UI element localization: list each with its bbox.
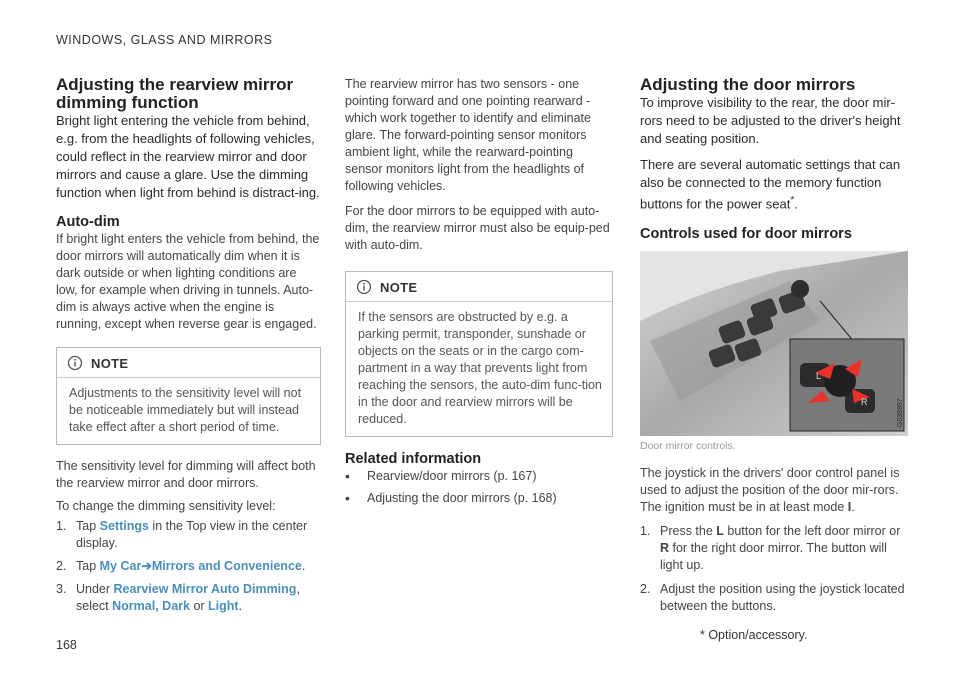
step-text: Under Rearview Mirror Auto Dimming, select Normal, Dark or Light. — [76, 582, 300, 613]
joystick-text: The joystick in the drivers' door control panel is used to adjust the position of the door mir-rors. The ignition must be in at least mode I. — [640, 466, 900, 515]
note-box — [56, 347, 321, 445]
list-item — [640, 581, 908, 615]
note-header — [57, 355, 320, 378]
related-heading: Related information — [345, 451, 482, 467]
ui-option-dark: Dark — [162, 599, 190, 613]
list-item — [640, 523, 908, 574]
door-mirrors-intro: To improve visibility to the rear, the door mir-rors need to be adjusted to the driver's height and seating position. — [640, 95, 901, 146]
step-text: Adjust the position using the joystick located between the buttons. — [660, 582, 905, 614]
note-text: Adjustments to the sensitivity level will not be noticeable immediately but will instead take effect after a short period of time. — [69, 386, 302, 434]
ui-label-my-car: My Car — [99, 559, 142, 573]
step-number: 1. — [56, 519, 67, 533]
column-2 — [345, 76, 613, 507]
info-icon — [356, 279, 372, 295]
title-line-1: Adjusting the rearview mirror — [56, 75, 294, 94]
figure-caption: Door mirror controls. — [640, 440, 736, 453]
step-text: Tap Settings in the Top view in the center display. — [76, 519, 308, 550]
r-button-label: R — [861, 397, 868, 408]
ui-label-settings: Settings — [99, 519, 149, 533]
note-text: If the sensors are obstructed by e.g. a parking permit, transponder, sunshade or objects on the seats or in the cargo com-partment in a way that prevents light from reaching the sensors, the auto-dim func-tion in the door and rearview mirrors will be reduced. — [358, 310, 602, 426]
step-number: 1. — [640, 524, 651, 539]
note-header — [346, 279, 612, 302]
ui-label-rearview-dim: Rearview Mirror Auto Dimming — [113, 582, 297, 596]
joystick-inset — [790, 339, 904, 431]
step-number: 2. — [56, 559, 67, 573]
ui-option-light: Light — [208, 599, 239, 613]
note-title: NOTE — [380, 279, 418, 295]
section-header: WINDOWS, GLASS AND MIRRORS — [56, 33, 273, 47]
related-link[interactable]: • Rearview/door mirrors (p. 167) — [345, 468, 537, 484]
section-title-door-mirrors: Adjusting the door mirrors — [640, 75, 856, 94]
step-number: 2. — [640, 582, 651, 597]
door-steps-list — [640, 523, 908, 615]
step-text: Press the L button for the left door mirror or R for the right door mirror. The button will light up. — [660, 524, 901, 573]
info-icon — [67, 355, 83, 371]
bullet-icon: • — [345, 490, 350, 506]
ui-label-mirrors: Mirrors and Convenience — [151, 559, 302, 573]
equip-text: For the door mirrors to be equipped with auto-dim, the rearview mirror must also be equip-ped with auto-dim. — [345, 204, 610, 252]
autodim-text: If bright light enters the vehicle from behind, the door mirrors will automatically dim when it is dark outside or when lighting conditions are low, for example when driving in tunnels. Auto-dim is always active when the engine is running, except when reverse gear is engaged. — [56, 232, 320, 331]
intro-text: Bright light entering the vehicle from behind, e.g. from the headlights of following vehicles, could reflect in the rearview mirror and door mirrors and cause a glare. Use the dimming function when light from behind is distract-ing. — [56, 113, 320, 200]
autodim-heading: Auto-dim — [56, 214, 120, 230]
related-list — [345, 468, 613, 507]
arrow-right-icon: ➔ — [141, 559, 152, 573]
ui-option-normal: Normal — [112, 599, 156, 613]
figure-code: G035957 — [897, 398, 904, 428]
note-box — [345, 271, 613, 437]
step-number: 3. — [56, 582, 67, 596]
door-panel-illustration — [640, 251, 908, 436]
column-1 — [56, 76, 321, 615]
list-item — [56, 518, 321, 552]
page-number: 168 — [56, 638, 77, 652]
memory-text: There are several automatic settings that can also be connected to the memory function buttons for the power seat*. — [640, 157, 901, 212]
sensors-text: The rearview mirror has two sensors - one pointing forward and one pointing rearward - which work together to identify and eliminate glare. The forward-pointing sensor monitors ambient light, while the rearward-pointing sensor monitors light from the headlights of following vehicles. — [345, 77, 591, 193]
door-controls-figure — [640, 251, 908, 436]
l-button-label: L — [816, 371, 822, 382]
related-link[interactable]: • Adjusting the door mirrors (p. 168) — [345, 490, 557, 506]
bullet-icon: • — [345, 468, 350, 484]
controls-heading: Controls used for door mirrors — [640, 226, 852, 243]
step-text: Tap My Car➔Mirrors and Convenience. — [76, 559, 306, 573]
list-item — [56, 581, 321, 615]
title-line-2: dimming function — [56, 93, 199, 112]
footnote: * Option/accessory. — [700, 628, 808, 642]
section-title — [56, 76, 321, 112]
column-3 — [640, 76, 908, 615]
sensitivity-text: The sensitivity level for dimming will affect both the rearview mirror and door mirrors. — [56, 459, 316, 490]
list-item — [56, 558, 321, 575]
steps-list — [56, 518, 321, 615]
note-title: NOTE — [91, 355, 129, 371]
change-intro: To change the dimming sensitivity level: — [56, 499, 276, 513]
